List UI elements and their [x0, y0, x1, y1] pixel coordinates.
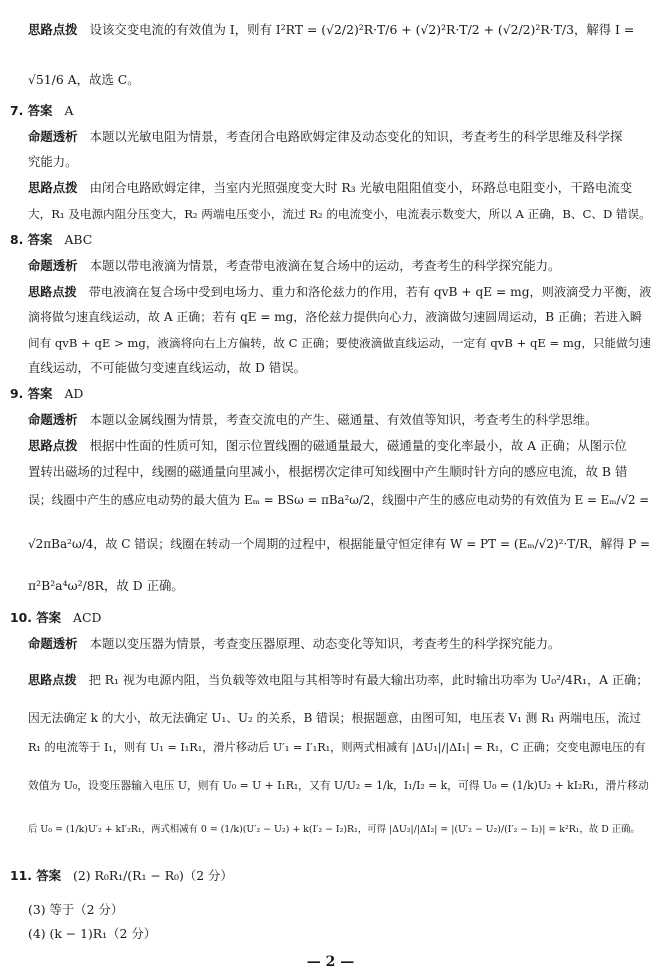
line-16: 思路点拨 根据中性面的性质可知，图示位置线圈的磁通量最大，磁通量的变化率最小，故 A 正确；从图示位 — [28, 438, 627, 453]
line-3: 7. 答案 A — [10, 103, 74, 118]
line-5: 究能力。 — [28, 154, 78, 169]
line-15: 命题透析 本题以金属线圈为情景，考查交流电的产生、磁通量、有效值等知识，考查考生的科学思维。 — [28, 412, 598, 427]
line-8: 8. 答案 ABC — [10, 232, 93, 247]
line-1: 思路点拨 设该交变电流的有效值为 I，则有 I²RT = (√2/2)²R·T/6 + (√2)²R·T/2 + (√2/2)²R·T/3，解得 I = — [28, 22, 635, 37]
line-7: 大，R₁ 及电源内阻分压变大，R₂ 两端电压变小，流过 R₂ 的电流变小，电流表示数变大，所以 A 正确，B、C、D 错误。 — [28, 207, 651, 221]
line-29: (3) 等于（2 分） — [28, 902, 124, 917]
line-21: 10. 答案 ACD — [10, 610, 102, 625]
line-25: R₁ 的电流等于 I₁，则有 U₁ = I₁R₁，滑片移动后 U′₁ = I′₁R₁，则两式相减有 |ΔU₁|/|ΔI₁| = R₁，C 正确；交变电源电压的有 — [28, 741, 646, 754]
line-14: 9. 答案 AD — [10, 386, 84, 401]
line-27: 后 U₀ = (1/k)U′₂ + kI′₂R₁，两式相减有 0 = (1/k)(U′₂ − U₂) + k(I′₂ − I₂)R₁，可得 |ΔU₂|/|ΔI₂| = |(U′₂ − U₂)/(I′₂ − I₂)| = k²R₁，故 D 正确。 — [28, 824, 640, 835]
line-11: 滴将做匀速直线运动，故 A 正确；若有 qE = mg，洛伦兹力提供向心力，液滴做匀速圆周运动，B 正确；若进入瞬 — [28, 310, 642, 324]
line-18: 误；线圈中产生的感应电动势的最大值为 Eₘ = BSω = πBa²ω/2，线圈中产生的感应电动势的有效值为 E = Eₘ/√2 = — [28, 493, 650, 507]
line-24: 因无法确定 k 的大小，故无法确定 U₁、U₂ 的关系，B 错误；根据题意，由图可知，电压表 V₁ 测 R₁ 两端电压，流过 — [28, 711, 642, 725]
page-number: — 2 — — [306, 954, 355, 970]
line-2: √51/6 A，故选 C。 — [28, 72, 140, 87]
line-6: 思路点拨 由闭合电路欧姆定律，当室内光照强度变大时 R₃ 光敏电阻阻值变小，环路总电阻变小，干路电流变 — [28, 180, 633, 195]
line-12: 间有 qvB + qE > mg，液滴将向右上方偏转，故 C 正确；要使液滴做直线运动，一定有 qvB + qE = mg，只能做匀速 — [28, 336, 651, 350]
line-30: (4) (k − 1)R₁（2 分） — [28, 926, 157, 941]
line-13: 直线运动，不可能做匀变速直线运动，故 D 错误。 — [28, 360, 307, 375]
line-17: 置转出磁场的过程中，线圈的磁通量向里减小，根据楞次定律可知线圈中产生顺时针方向的感应电流，故 B 错 — [28, 464, 628, 479]
line-26: 效值为 U₀，设变压器输入电压 U，则有 U₀ = U + I₁R₁，又有 U/U₂ = 1/k，I₁/I₂ = k，可得 U₀ = (1/k)U₂ + kI₂R₁，滑片移动 — [28, 779, 649, 792]
line-20: π²B²a⁴ω²/8R，故 D 正确。 — [28, 578, 184, 593]
line-28: 11. 答案 (2) R₀R₁/(R₁ − R₀)（2 分） — [10, 868, 233, 883]
line-22: 命题透析 本题以变压器为情景，考查变压器原理、动态变化等知识，考查考生的科学探究能力。 — [28, 636, 561, 651]
line-10: 思路点拨 带电液滴在复合场中受到电场力、重力和洛伦兹力的作用，若有 qvB + qE = mg，则液滴受力平衡，液 — [28, 285, 652, 299]
line-23: 思路点拨 把 R₁ 视为电源内阻，当负载等效电阻与其相等时有最大输出功率，此时输出功率为 U₀²/4R₁，A 正确； — [28, 673, 649, 687]
line-4: 命题透析 本题以光敏电阻为情景，考查闭合电路欧姆定律及动态变化的知识，考查考生的科学思维及科学探 — [28, 129, 623, 144]
line-19: √2πBa²ω/4，故 C 错误；线圈在转动一个周期的过程中，根据能量守恒定律有 W = PT = (Eₘ/√2)²·T/R，解得 P = — [28, 537, 651, 551]
line-9: 命题透析 本题以带电液滴为情景，考查带电液滴在复合场中的运动，考查考生的科学探究能力。 — [28, 258, 561, 273]
